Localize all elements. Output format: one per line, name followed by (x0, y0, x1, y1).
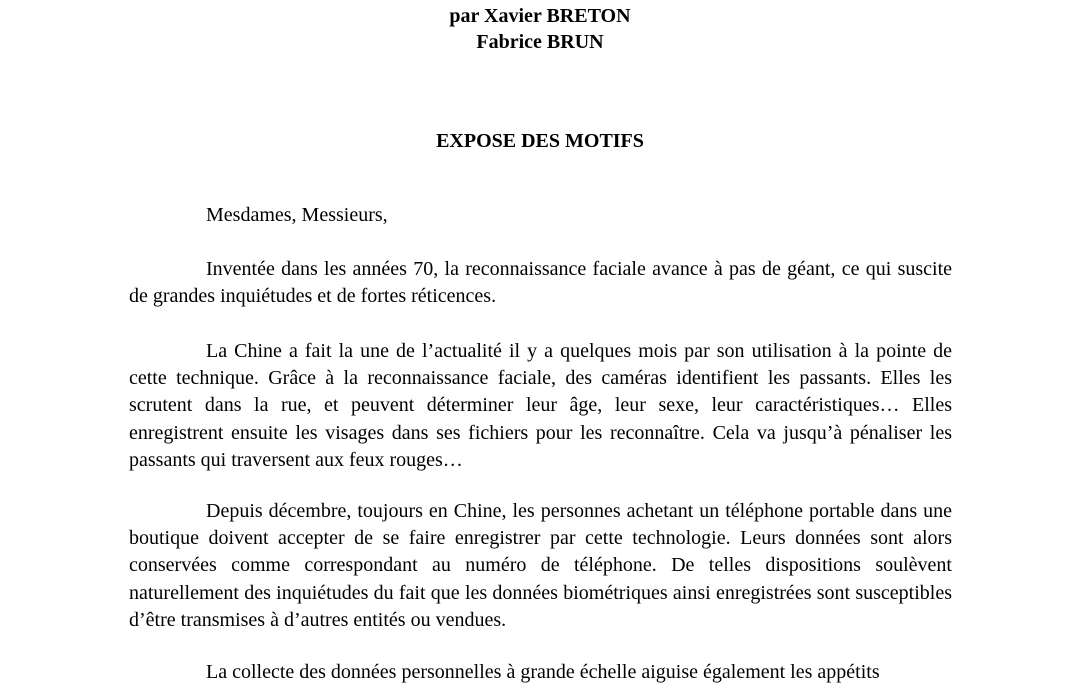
salutation: Mesdames, Messieurs, (206, 204, 388, 226)
author-line-2: Fabrice BRUN (476, 31, 604, 53)
section-heading: EXPOSE DES MOTIFS (436, 130, 644, 152)
author-line-1: par Xavier BRETON (449, 5, 631, 27)
paragraph-3: Depuis décembre, toujours en Chine, les personnes achetant un téléphone portable dans une boutique doivent accepter de se faire enregistrer par cette technologie. Leurs données sont alors conservées comme correspondant au numéro de téléphone. De telles dispositions soulèvent naturellement des inquiétudes du fait que les données biométriques ainsi enregistrées sont susceptibles d’être transmises à d’autres entités ou vendues. (129, 500, 952, 631)
paragraph-4: La collecte des données personnelles à grande échelle aiguise également les appétits (206, 661, 880, 683)
paragraph-2: La Chine a fait la une de l’actualité il y a quelques mois par son utilisation à la pointe de cette technique. Grâce à la reconnaissance faciale, des caméras identifient les passants. Elles les scrutent dans la rue, et peuvent déterminer leur âge, leur sexe, leur caractéristiques… Elles enregistrent ensuite les visages dans ses fichiers pour les reconnaître. Cela va jusqu’à pénaliser les passants qui traversent aux feux rouges… (129, 340, 952, 471)
paragraph-1: Inventée dans les années 70, la reconnaissance faciale avance à pas de géant, ce qui suscite de grandes inquiétudes et de fortes réticences. (129, 258, 952, 308)
